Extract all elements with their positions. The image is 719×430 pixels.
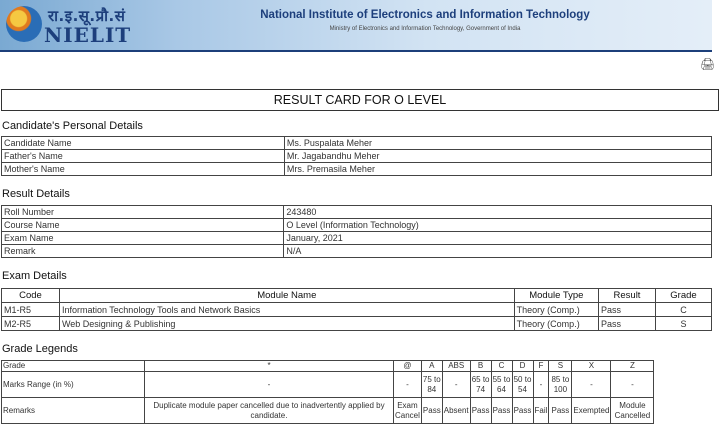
legend-grade: @	[394, 361, 422, 372]
table-header-row	[2, 289, 712, 303]
legend-range: -	[533, 372, 549, 398]
result-table	[1, 205, 712, 258]
cell-result: Pass	[599, 317, 656, 331]
legend-remark: Absent	[442, 398, 470, 424]
legend-range: -	[394, 372, 422, 398]
legend-grade: C	[491, 361, 512, 372]
cell-result: Pass	[599, 303, 656, 317]
legend-grade: S	[549, 361, 572, 372]
row-value: 243480	[284, 206, 712, 219]
table-row	[2, 303, 712, 317]
legend-range: -	[611, 372, 654, 398]
row-value: January, 2021	[284, 232, 712, 245]
row-value: O Level (Information Technology)	[284, 219, 712, 232]
table-row	[2, 150, 712, 163]
table-row	[2, 232, 712, 245]
table-row	[2, 137, 712, 150]
cell-grade: C	[655, 303, 711, 317]
exam-table	[1, 288, 712, 331]
legend-range: 75 to 84	[421, 372, 442, 398]
legend-range-row	[2, 372, 654, 398]
personal-table	[1, 136, 712, 176]
legend-remark: Module Cancelled	[611, 398, 654, 424]
institute-name: National Institute of Electronics and Information Technology	[260, 9, 590, 21]
col-module-type: Module Type	[514, 289, 598, 303]
table-row	[2, 245, 712, 258]
legend-grade: X	[572, 361, 611, 372]
col-module-name: Module Name	[59, 289, 514, 303]
legend-grade: A	[421, 361, 442, 372]
cell-module-type: Theory (Comp.)	[514, 303, 598, 317]
logo-hindi-text: रा.इ.सू.प्रौ.सं	[48, 7, 126, 25]
nielit-logo-icon[interactable]	[6, 6, 42, 42]
logo-text[interactable]: NIELIT	[44, 23, 132, 47]
grade-legend-table	[1, 360, 654, 424]
page-title: RESULT CARD FOR O LEVEL	[1, 89, 719, 111]
legend-remark: Duplicate module paper cancelled due to inadvertently applied by candidate.	[145, 398, 394, 424]
row-value: Mrs. Premasila Meher	[284, 163, 711, 176]
exam-heading: Exam Details	[2, 270, 67, 282]
cell-module-name: Information Technology Tools and Network Basics	[59, 303, 514, 317]
col-code: Code	[2, 289, 60, 303]
table-row	[2, 163, 712, 176]
cell-code: M1-R5	[2, 303, 60, 317]
legend-range: 55 to 64	[491, 372, 512, 398]
legend-range: -	[572, 372, 611, 398]
table-row	[2, 219, 712, 232]
legend-heading: Grade Legends	[2, 343, 78, 355]
legend-grade: B	[470, 361, 491, 372]
legend-remark: Exempted	[572, 398, 611, 424]
row-label: Course Name	[2, 219, 284, 232]
table-row	[2, 317, 712, 331]
legend-remark: Pass	[421, 398, 442, 424]
row-value: N/A	[284, 245, 712, 258]
col-grade: Grade	[655, 289, 711, 303]
legend-remarks-row	[2, 398, 654, 424]
header-divider	[0, 50, 712, 52]
cell-grade: S	[655, 317, 711, 331]
row-label: Candidate Name	[2, 137, 285, 150]
legend-remark: Pass	[470, 398, 491, 424]
legend-range: 65 to 74	[470, 372, 491, 398]
legend-grade: F	[533, 361, 549, 372]
legend-range: 50 to 54	[512, 372, 533, 398]
row-label: Remarks	[2, 398, 145, 424]
result-heading: Result Details	[2, 188, 70, 200]
legend-grade: ABS	[442, 361, 470, 372]
legend-grade-row	[2, 361, 654, 372]
legend-remark: Pass	[512, 398, 533, 424]
row-label: Exam Name	[2, 232, 284, 245]
personal-heading: Candidate's Personal Details	[2, 120, 143, 132]
legend-remark: Pass	[549, 398, 572, 424]
row-label: Marks Range (in %)	[2, 372, 145, 398]
cell-code: M2-R5	[2, 317, 60, 331]
row-label: Remark	[2, 245, 284, 258]
table-row	[2, 206, 712, 219]
legend-range: -	[145, 372, 394, 398]
legend-grade: Z	[611, 361, 654, 372]
legend-remark: Exam Cancel	[394, 398, 422, 424]
row-label: Father's Name	[2, 150, 285, 163]
site-header	[0, 0, 712, 50]
row-label: Grade	[2, 361, 145, 372]
legend-grade: D	[512, 361, 533, 372]
legend-remark: Pass	[491, 398, 512, 424]
legend-range: 85 to 100	[549, 372, 572, 398]
legend-remark: Fail	[533, 398, 549, 424]
legend-range: -	[442, 372, 470, 398]
ministry-name: Ministry of Electronics and Information Technology, Government of India	[329, 26, 521, 32]
col-result: Result	[599, 289, 656, 303]
print-icon[interactable]: 🖨	[700, 57, 716, 71]
cell-module-type: Theory (Comp.)	[514, 317, 598, 331]
row-label: Roll Number	[2, 206, 284, 219]
row-value: Mr. Jagabandhu Meher	[284, 150, 711, 163]
row-label: Mother's Name	[2, 163, 285, 176]
cell-module-name: Web Designing & Publishing	[59, 317, 514, 331]
row-value: Ms. Puspalata Meher	[284, 137, 711, 150]
legend-grade: *	[145, 361, 394, 372]
